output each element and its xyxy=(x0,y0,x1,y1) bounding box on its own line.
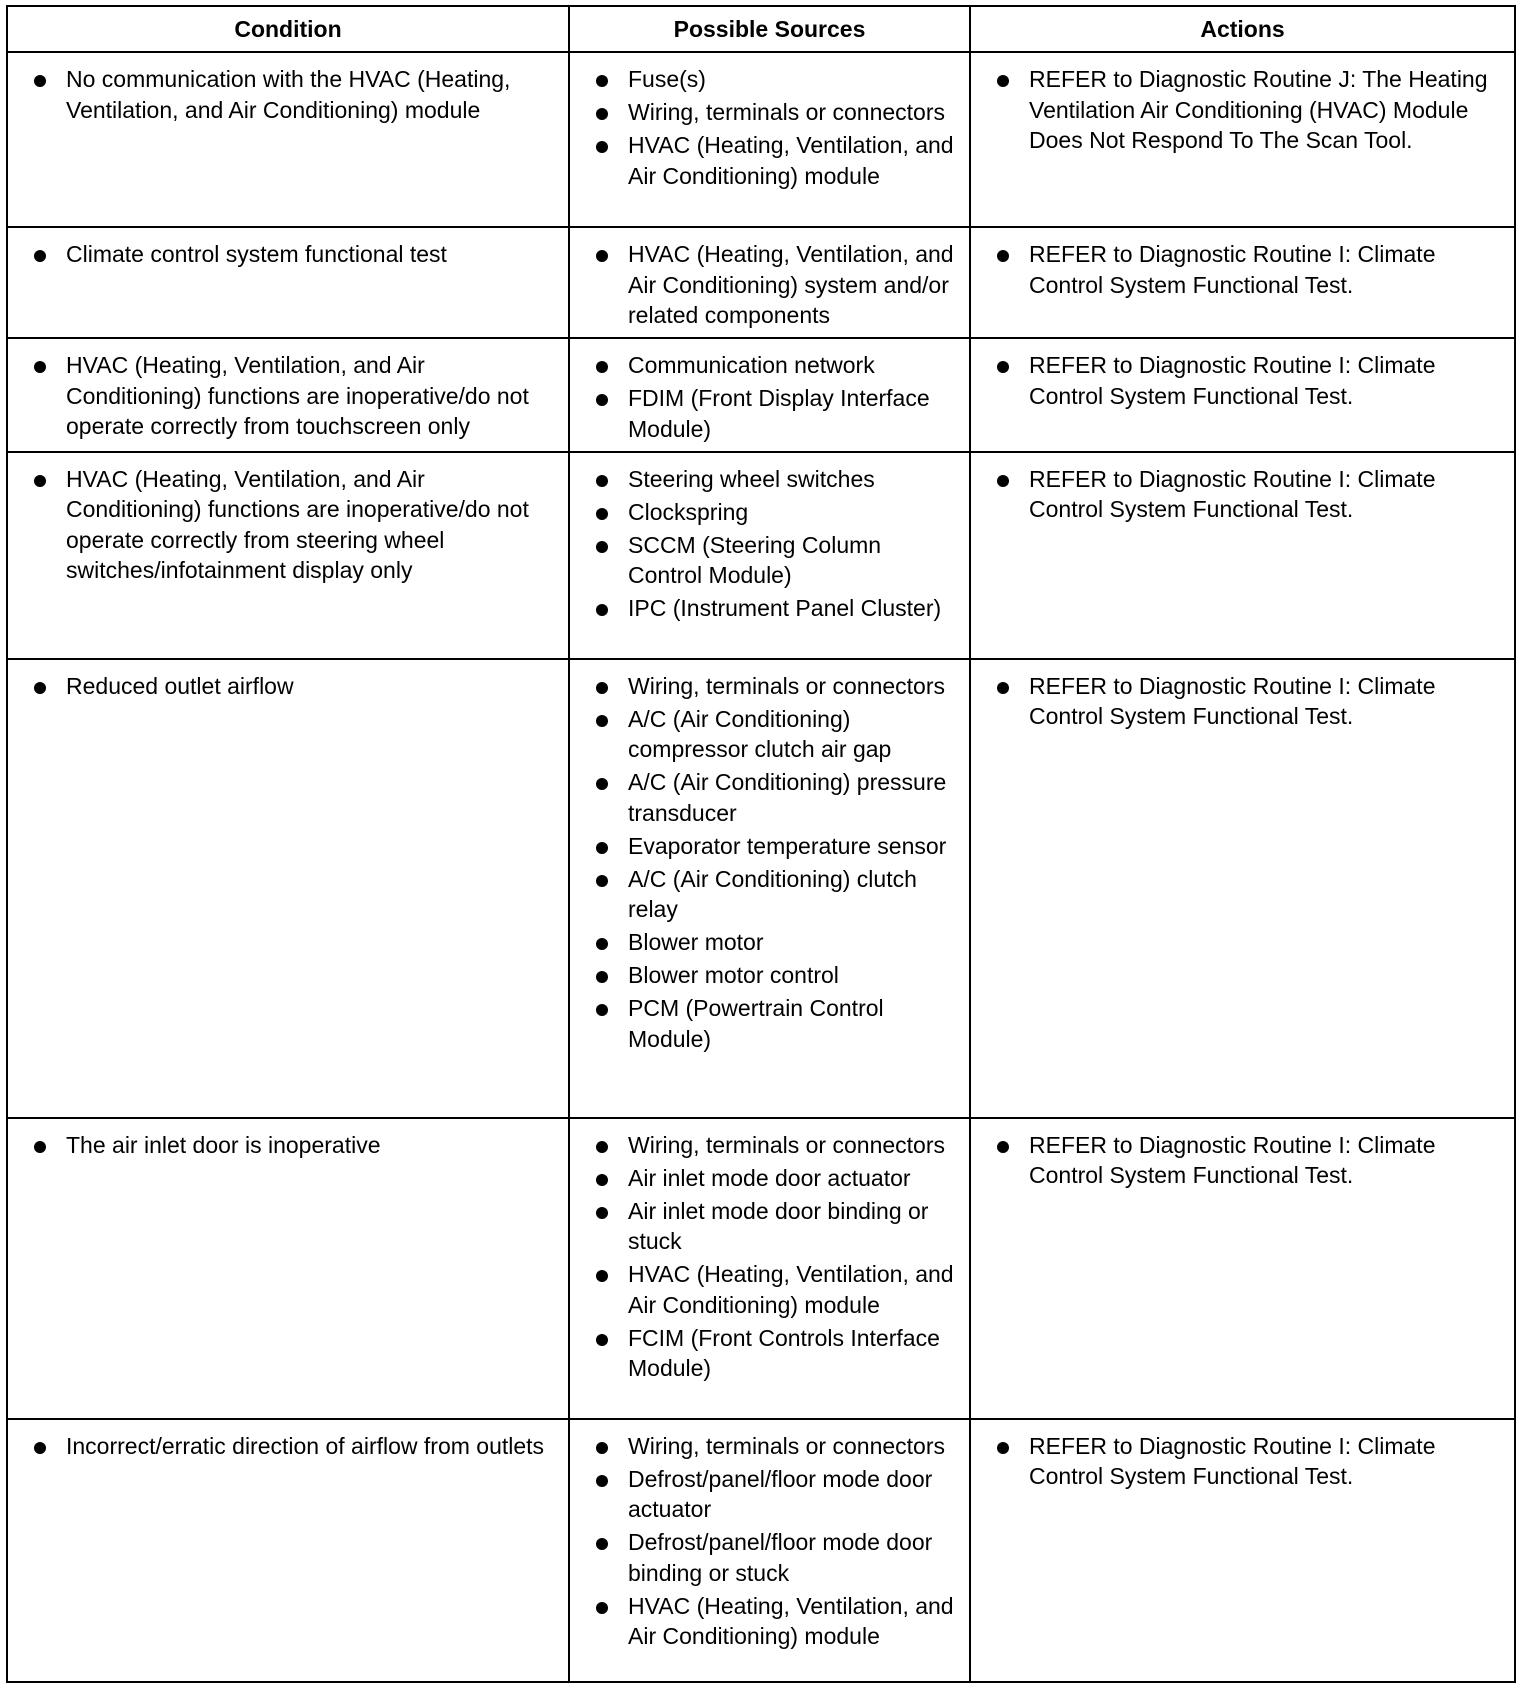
condition-cell xyxy=(7,52,569,227)
table-row xyxy=(7,659,1515,1118)
header-possible-sources: Possible Sources xyxy=(569,6,970,52)
source-item: Wiring, terminals or connectors xyxy=(594,671,961,702)
header-actions: Actions xyxy=(970,6,1515,52)
table-row xyxy=(7,1118,1515,1419)
condition-text: No communication with the HVAC (Heating, Ventilation, and Air Conditioning) module xyxy=(32,64,560,125)
source-item: Evaporator temperature sensor xyxy=(594,831,961,862)
source-item: Air inlet mode door actuator xyxy=(594,1163,961,1194)
action-text: REFER to Diagnostic Routine I: Climate Control System Functional Test. xyxy=(995,350,1506,411)
source-item: FCIM (Front Controls Interface Module) xyxy=(594,1323,961,1384)
actions-cell xyxy=(970,1419,1515,1682)
actions-cell xyxy=(970,227,1515,338)
condition-cell xyxy=(7,452,569,659)
header-row xyxy=(7,6,1515,52)
sources-cell xyxy=(569,52,970,227)
condition-cell xyxy=(7,659,569,1118)
source-item: Air inlet mode door binding or stuck xyxy=(594,1196,961,1257)
table-row xyxy=(7,227,1515,338)
sources-cell xyxy=(569,227,970,338)
action-text: REFER to Diagnostic Routine I: Climate Control System Functional Test. xyxy=(995,1130,1506,1191)
table-row xyxy=(7,1419,1515,1682)
condition-text: HVAC (Heating, Ventilation, and Air Conditioning) functions are inoperative/do not operate correctly from touchscreen only xyxy=(32,350,560,442)
condition-cell xyxy=(7,1118,569,1419)
source-item: Wiring, terminals or connectors xyxy=(594,1130,961,1161)
source-item: IPC (Instrument Panel Cluster) xyxy=(594,593,961,624)
source-item: HVAC (Heating, Ventilation, and Air Conditioning) module xyxy=(594,1591,961,1652)
source-item: Blower motor xyxy=(594,927,961,958)
action-text: REFER to Diagnostic Routine I: Climate Control System Functional Test. xyxy=(995,671,1506,732)
condition-cell xyxy=(7,338,569,452)
source-item: A/C (Air Conditioning) pressure transducer xyxy=(594,767,961,828)
condition-cell xyxy=(7,227,569,338)
source-item: Defrost/panel/floor mode door actuator xyxy=(594,1464,961,1525)
sources-cell xyxy=(569,1419,970,1682)
action-text: REFER to Diagnostic Routine I: Climate Control System Functional Test. xyxy=(995,239,1506,300)
table-row xyxy=(7,52,1515,227)
source-item: A/C (Air Conditioning) clutch relay xyxy=(594,864,961,925)
source-item: Clockspring xyxy=(594,497,961,528)
source-item: A/C (Air Conditioning) compressor clutch air gap xyxy=(594,704,961,765)
source-item: HVAC (Heating, Ventilation, and Air Conditioning) module xyxy=(594,1259,961,1320)
condition-text: HVAC (Heating, Ventilation, and Air Conditioning) functions are inoperative/do not operate correctly from steering wheel switches/infotainment display only xyxy=(32,464,560,586)
table-row xyxy=(7,452,1515,659)
actions-cell xyxy=(970,338,1515,452)
action-text: REFER to Diagnostic Routine I: Climate Control System Functional Test. xyxy=(995,1431,1506,1492)
actions-cell xyxy=(970,659,1515,1118)
source-item: SCCM (Steering Column Control Module) xyxy=(594,530,961,591)
source-item: Communication network xyxy=(594,350,961,381)
condition-text: Climate control system functional test xyxy=(32,239,560,270)
condition-cell xyxy=(7,1419,569,1682)
source-item: Wiring, terminals or connectors xyxy=(594,97,961,128)
action-text: REFER to Diagnostic Routine J: The Heating Ventilation Air Conditioning (HVAC) Module Does Not Respond To The Scan Tool. xyxy=(995,64,1506,156)
source-item: Blower motor control xyxy=(594,960,961,991)
source-item: Defrost/panel/floor mode door binding or stuck xyxy=(594,1527,961,1588)
condition-text: Incorrect/erratic direction of airflow from outlets xyxy=(32,1431,560,1462)
source-item: Steering wheel switches xyxy=(594,464,961,495)
sources-cell xyxy=(569,452,970,659)
source-item: PCM (Powertrain Control Module) xyxy=(594,993,961,1054)
sources-cell xyxy=(569,1118,970,1419)
symptom-table xyxy=(6,5,1516,1683)
symptom-chart xyxy=(6,5,1514,1683)
source-item: FDIM (Front Display Interface Module) xyxy=(594,383,961,444)
condition-text: The air inlet door is inoperative xyxy=(32,1130,560,1161)
sources-cell xyxy=(569,659,970,1118)
condition-text: Reduced outlet airflow xyxy=(32,671,560,702)
action-text: REFER to Diagnostic Routine I: Climate Control System Functional Test. xyxy=(995,464,1506,525)
source-item: HVAC (Heating, Ventilation, and Air Conditioning) module xyxy=(594,130,961,191)
actions-cell xyxy=(970,1118,1515,1419)
sources-cell xyxy=(569,338,970,452)
table-row xyxy=(7,338,1515,452)
header-condition: Condition xyxy=(7,6,569,52)
actions-cell xyxy=(970,452,1515,659)
actions-cell xyxy=(970,52,1515,227)
source-item: Fuse(s) xyxy=(594,64,961,95)
source-item: HVAC (Heating, Ventilation, and Air Conditioning) system and/or related components xyxy=(594,239,961,331)
source-item: Wiring, terminals or connectors xyxy=(594,1431,961,1462)
